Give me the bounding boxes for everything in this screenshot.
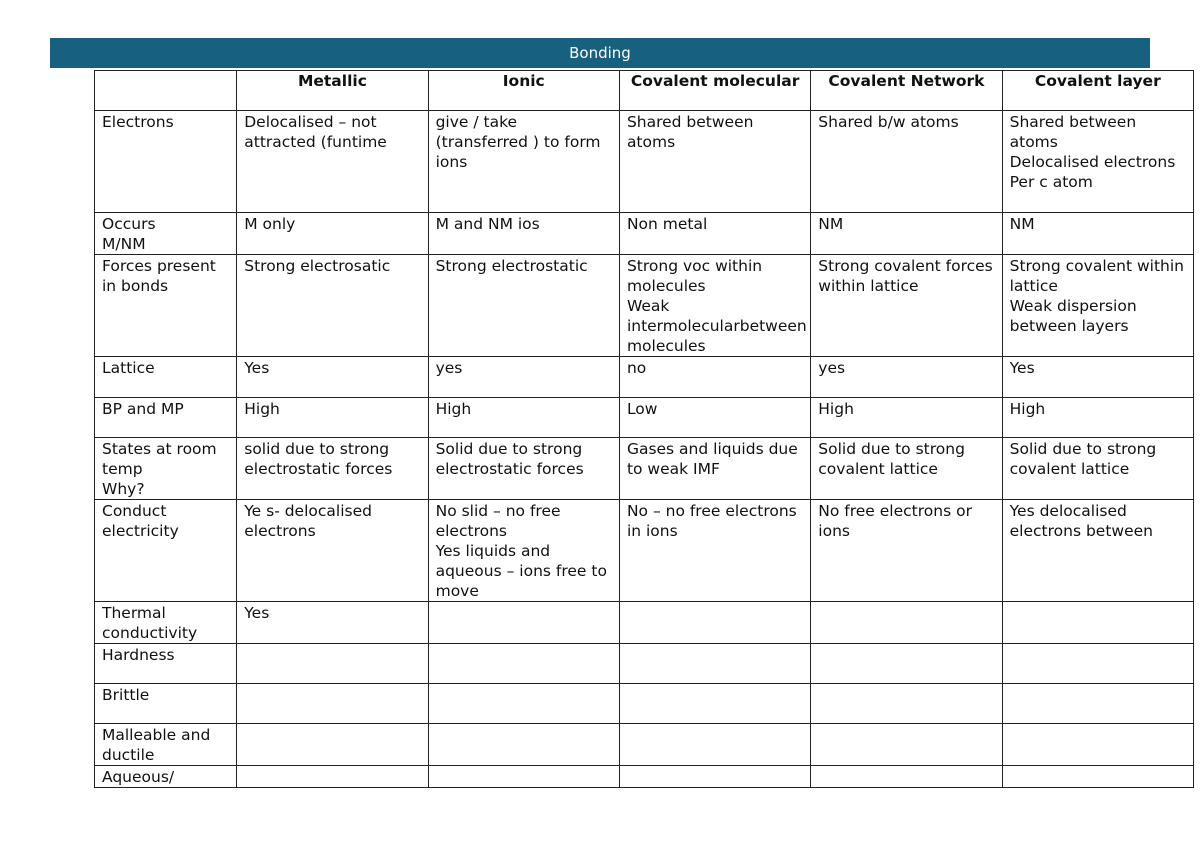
table-cell: [428, 602, 619, 644]
table-cell: [428, 684, 619, 724]
table-cell: [811, 724, 1002, 766]
header-cell-blank: [95, 71, 237, 111]
table-cell: [428, 644, 619, 684]
header-cell-ionic: Ionic: [428, 71, 619, 111]
header-row: [95, 71, 1194, 111]
table-row: [95, 766, 1194, 788]
row-label: Lattice: [95, 357, 237, 398]
table-cell: Shared b/w atoms: [811, 111, 1002, 213]
table-cell: M and NM ios: [428, 213, 619, 255]
table-cell: Low: [619, 398, 810, 438]
table-cell: no: [619, 357, 810, 398]
row-label: Occurs M/NM: [95, 213, 237, 255]
table-cell: High: [1002, 398, 1193, 438]
table-cell: Yes: [1002, 357, 1193, 398]
table-cell: M only: [237, 213, 428, 255]
row-label: Electrons: [95, 111, 237, 213]
table-cell: No free electrons or ions: [811, 500, 1002, 602]
row-label: BP and MP: [95, 398, 237, 438]
bonding-table: [94, 70, 1194, 788]
table-cell: [619, 724, 810, 766]
table-cell: [1002, 684, 1193, 724]
table-cell: No slid – no free electrons Yes liquids and aqueous – ions free to move: [428, 500, 619, 602]
table-row: [95, 398, 1194, 438]
table-cell: Gases and liquids due to weak IMF: [619, 438, 810, 500]
table-cell: solid due to strong electrostatic forces: [237, 438, 428, 500]
table-cell: [1002, 724, 1193, 766]
table-cell: [428, 766, 619, 788]
table-cell: High: [237, 398, 428, 438]
row-label: Malleable and ductile: [95, 724, 237, 766]
table-cell: yes: [811, 357, 1002, 398]
table-cell: Strong electrostatic: [428, 255, 619, 357]
table-row: [95, 500, 1194, 602]
table-cell: [619, 602, 810, 644]
table-row: [95, 438, 1194, 500]
table-cell: Non metal: [619, 213, 810, 255]
table-cell: [619, 766, 810, 788]
table-cell: No – no free electrons in ions: [619, 500, 810, 602]
table-cell: give / take (transferred ) to form ions: [428, 111, 619, 213]
table-row: [95, 357, 1194, 398]
table-cell: Ye s- delocalised electrons: [237, 500, 428, 602]
table-row: [95, 255, 1194, 357]
header-cell-metallic: Metallic: [237, 71, 428, 111]
bonding-table-container: [94, 70, 1194, 788]
table-row: [95, 602, 1194, 644]
row-label: Forces present in bonds: [95, 255, 237, 357]
row-label: Thermal conductivity: [95, 602, 237, 644]
table-cell: [1002, 602, 1193, 644]
table-cell: [237, 644, 428, 684]
table-cell: Solid due to strong electrostatic forces: [428, 438, 619, 500]
header-cell-covalent-network: Covalent Network: [811, 71, 1002, 111]
table-row: [95, 644, 1194, 684]
table-row: [95, 724, 1194, 766]
table-cell: [619, 644, 810, 684]
table-cell: NM: [1002, 213, 1193, 255]
table-cell: Strong covalent forces within lattice: [811, 255, 1002, 357]
table-cell: NM: [811, 213, 1002, 255]
row-label: Aqueous/: [95, 766, 237, 788]
table-cell: [811, 684, 1002, 724]
table-cell: Yes delocalised electrons between: [1002, 500, 1193, 602]
row-label: States at room temp Why?: [95, 438, 237, 500]
table-cell: Yes: [237, 602, 428, 644]
row-label: Hardness: [95, 644, 237, 684]
table-cell: Shared between atoms Delocalised electrons Per c atom: [1002, 111, 1193, 213]
table-cell: [237, 684, 428, 724]
table-cell: [811, 766, 1002, 788]
header-cell-covalent-molecular: Covalent molecular: [619, 71, 810, 111]
table-cell: [237, 724, 428, 766]
table-cell: [1002, 644, 1193, 684]
row-label: Brittle: [95, 684, 237, 724]
table-cell: Strong covalent within lattice Weak dispersion between layers: [1002, 255, 1193, 357]
table-cell: [811, 602, 1002, 644]
table-cell: [237, 766, 428, 788]
page-title: Bonding: [50, 38, 1150, 68]
table-cell: [428, 724, 619, 766]
table-row: [95, 684, 1194, 724]
header-cell-covalent-layer: Covalent layer: [1002, 71, 1193, 111]
table-cell: yes: [428, 357, 619, 398]
table-cell: Yes: [237, 357, 428, 398]
table-row: [95, 213, 1194, 255]
table-row: [95, 111, 1194, 213]
table-cell: High: [811, 398, 1002, 438]
table-cell: Delocalised – not attracted (funtime: [237, 111, 428, 213]
table-cell: Strong voc within molecules Weak intermolecularbetween molecules: [619, 255, 810, 357]
table-cell: [811, 644, 1002, 684]
table-cell: [1002, 766, 1193, 788]
table-cell: Strong electrosatic: [237, 255, 428, 357]
table-cell: Shared between atoms: [619, 111, 810, 213]
row-label: Conduct electricity: [95, 500, 237, 602]
table-cell: High: [428, 398, 619, 438]
table-cell: Solid due to strong covalent lattice: [1002, 438, 1193, 500]
table-cell: Solid due to strong covalent lattice: [811, 438, 1002, 500]
table-cell: [619, 684, 810, 724]
